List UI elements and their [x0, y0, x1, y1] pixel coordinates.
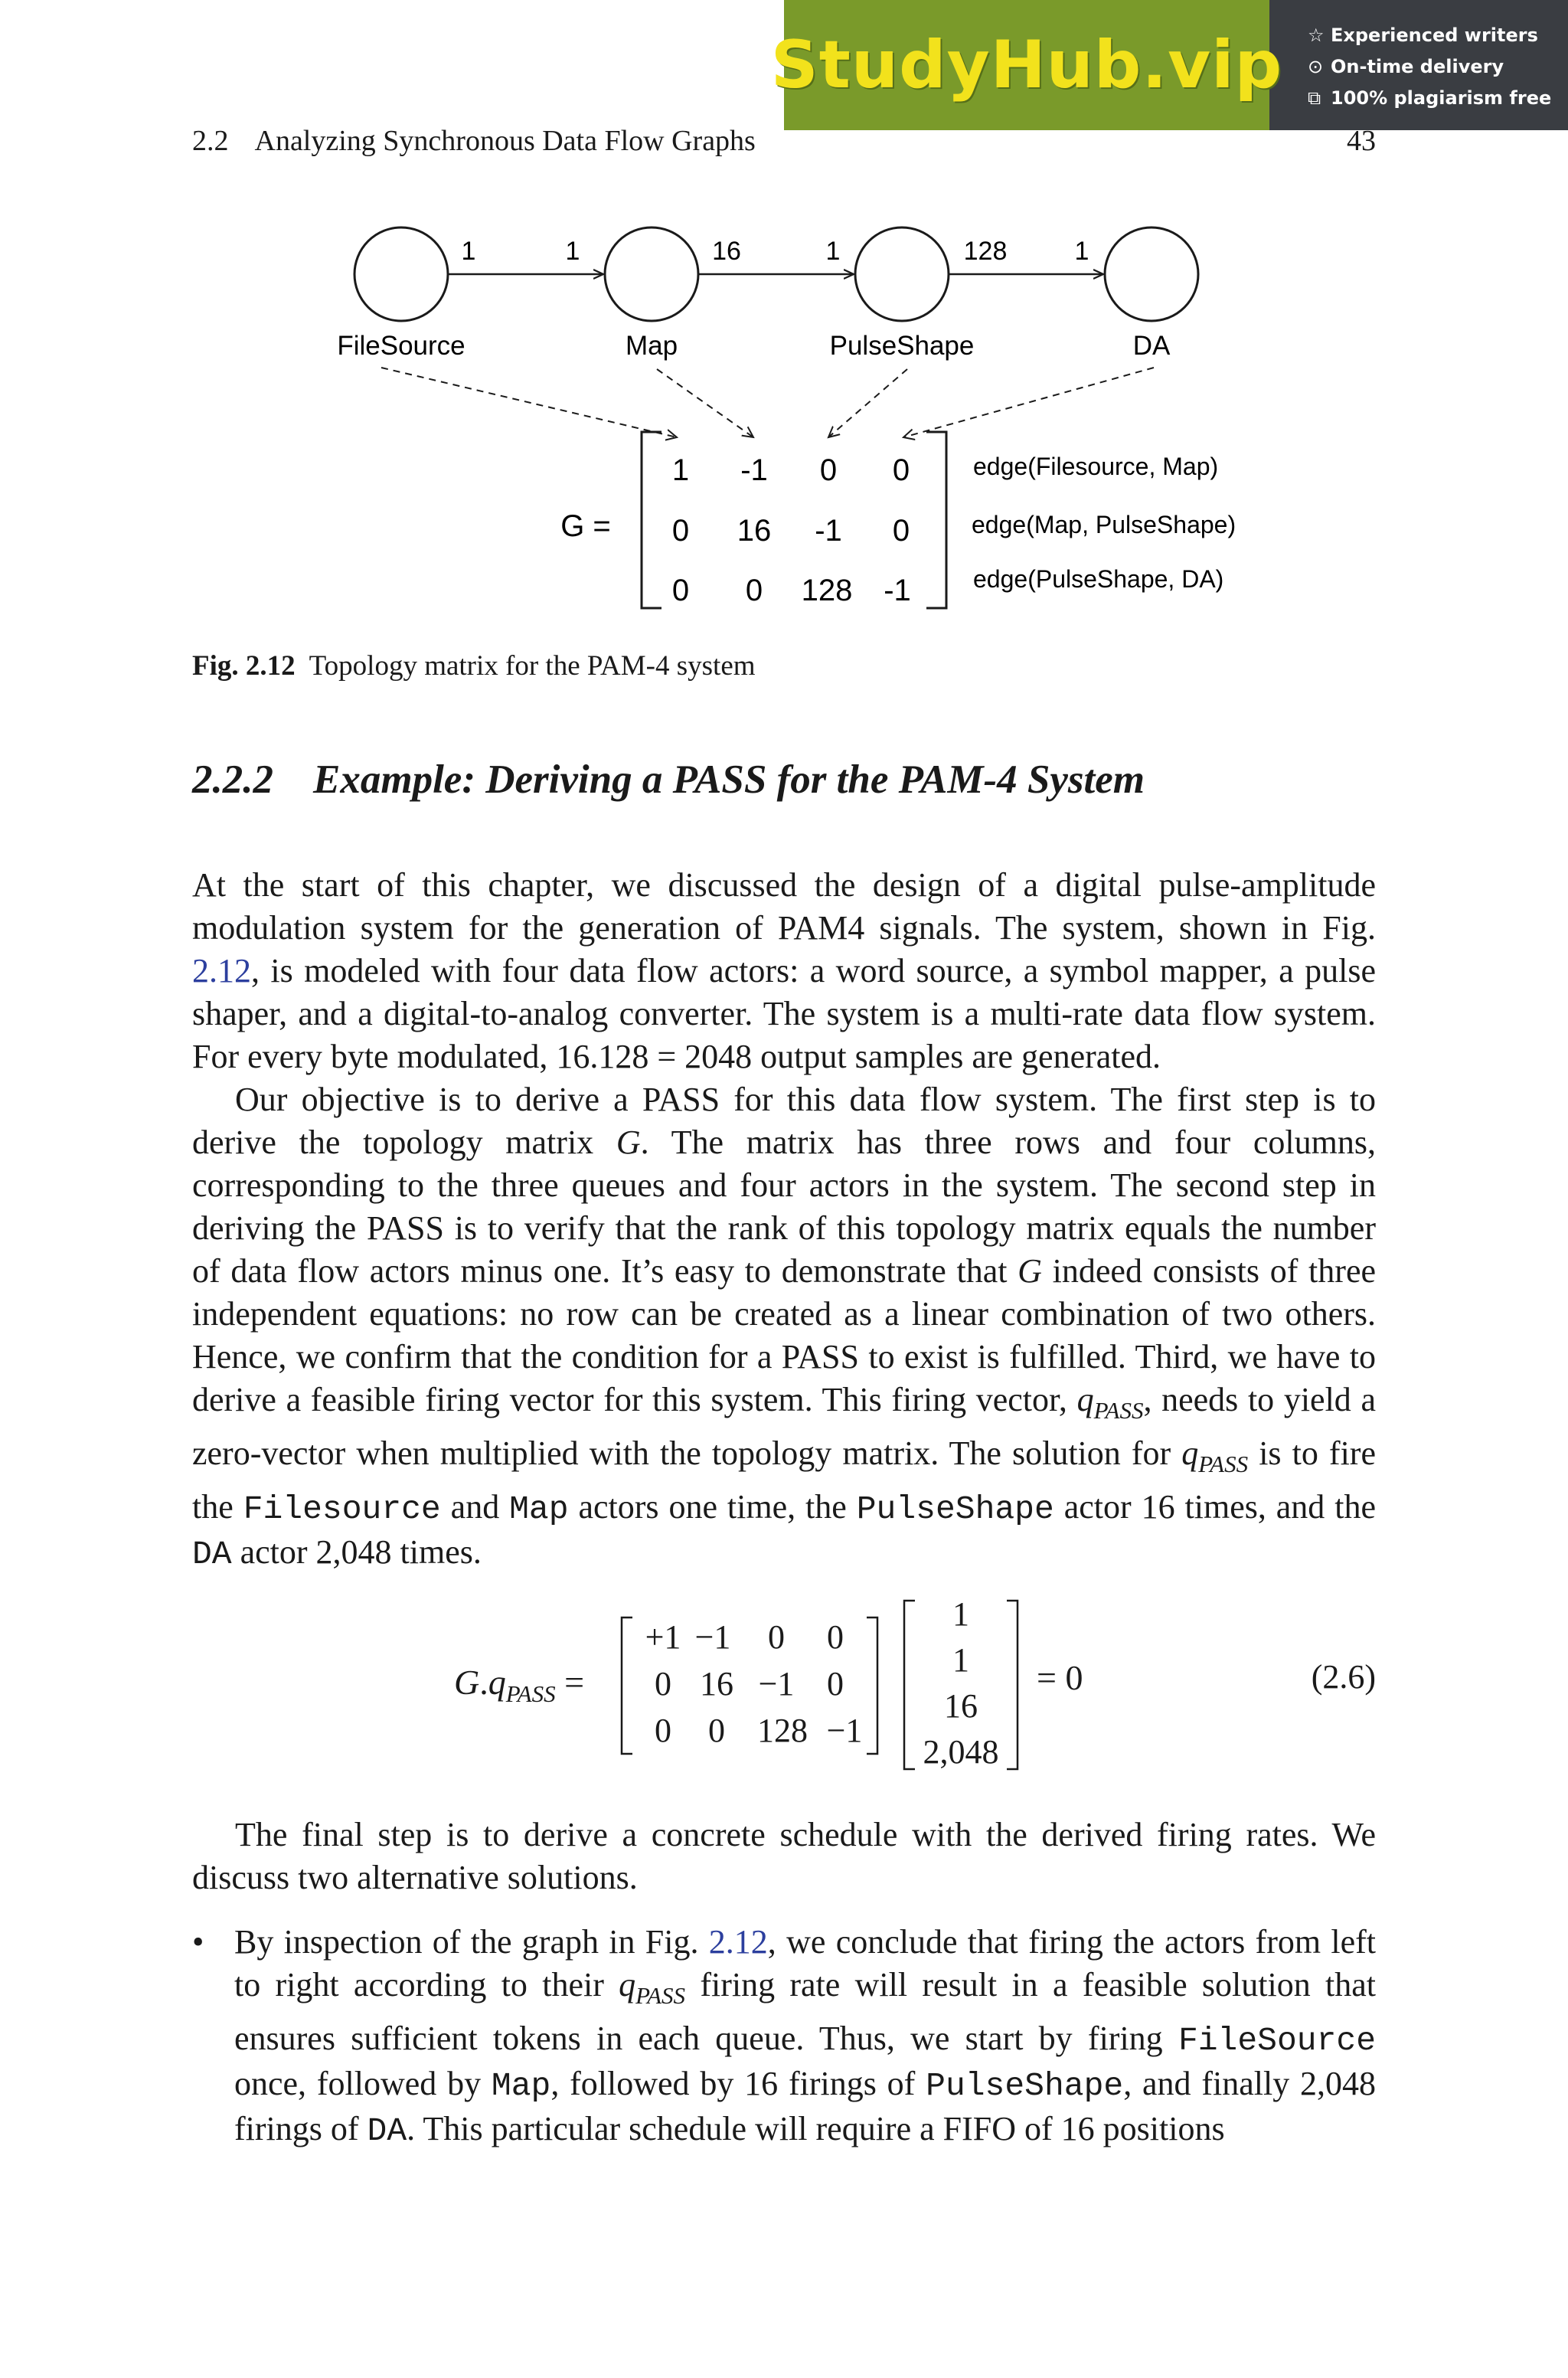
caption-text: Topology matrix for the PAM-4 system	[309, 650, 756, 682]
row-label: edge(Filesource, Map)	[973, 453, 1219, 480]
dashed-pointer	[828, 369, 907, 437]
clock-icon: ⊙	[1308, 56, 1324, 77]
actor-label-map: Map	[625, 331, 678, 361]
rate-label: 16	[712, 237, 741, 266]
matrix-bracket-left	[642, 432, 662, 608]
rate-label: 128	[963, 237, 1008, 266]
matrix-cell: -1	[740, 453, 768, 487]
bullet-marker: •	[192, 1923, 204, 1961]
body-text-block	[192, 1814, 1376, 1899]
section-number: 2.2.2	[192, 757, 273, 802]
eq-matrix-cell: 0	[708, 1712, 725, 1749]
equation-rhs: = 0	[1037, 1658, 1083, 1697]
figure-ref-link[interactable]: 2.12	[708, 1923, 768, 1961]
eq-matrix-cell: +1	[645, 1618, 681, 1656]
running-head-title: Analyzing Synchronous Data Flow Graphs	[254, 125, 756, 157]
actor-label-filesource: FileSource	[337, 331, 466, 361]
eq-matrix-cell: −1	[826, 1712, 863, 1749]
copy-icon: ⧉	[1308, 87, 1321, 109]
paragraph: The final step is to derive a concrete schedule with the derived firing rates. We discuss two alternative solutions.	[192, 1816, 1376, 1896]
matrix-bracket-right	[926, 432, 946, 608]
paragraph: At the start of this chapter, we discussed the design of a digital pulse-amplitude modulation system for the generation of PAM4 signals. The system, shown in Fig. 2.12, is modeled with four data flow actors: a word source, a symbol mapper, a pulse shaper, and a digital-to-analog converter. The system is a multi-rate data flow system. For every byte modulated, 16.128 = 2048 output samples are generated.	[192, 866, 1376, 1075]
section-heading	[192, 757, 1145, 803]
equation-lhs: $G.q_{PASS}$ =	[454, 1663, 585, 1707]
actor-label-pulseshape: PulseShape	[829, 331, 975, 361]
caption-label: Fig. 2.12	[192, 650, 296, 682]
paragraph: Our objective is to derive a PASS for this data flow system. The first step is to derive the topology matrix G. The matrix has three rows and four columns, corresponding to the three queues and four actors in the system. The second step in deriving the PASS is to verify that the rank of this topology matrix equals the number of data flow actors minus one. It’s easy to demonstrate that G indeed consists of three independent equations: no row can be created as a linear combination of two others. Hence, we confirm that the condition for a PASS to exist is fulfilled. Third, we have to derive a feasible firing vector for this system. This firing vector, $q_{PASS}$, needs to yield a zero-vector when multiplied with the topology matrix. The solution for $q_{PASS}$ is to fire the Filesource and Map actors one time, the PulseShape actor 16 times, and the DA actor 2,048 times.	[192, 1081, 1376, 1573]
eq-matrix-cell: 0	[768, 1618, 785, 1656]
matrix-cell: 0	[892, 453, 910, 487]
eq-matrix-cell: −1	[758, 1665, 795, 1703]
running-head	[192, 124, 756, 158]
rate-label: 1	[565, 237, 580, 266]
rate-label: 1	[1074, 237, 1089, 266]
matrix-cell: 128	[801, 574, 853, 607]
section-title: Example: Deriving a PASS for the PAM-4 System	[313, 757, 1145, 802]
eq-vector-cell: 2,048	[923, 1733, 999, 1771]
banner-feature: ☆ Experienced writers	[1308, 20, 1560, 51]
eq-matrix-cell: 0	[655, 1712, 671, 1749]
row-label: edge(Map, PulseShape)	[972, 511, 1236, 538]
banner-feature: ⊙ On-time delivery	[1308, 51, 1560, 83]
matrix-cell: 0	[671, 574, 690, 607]
bullet-text: By inspection of the graph in Fig. 2.12, we conclude that firing the actors from left to right according to their $q_{PASS}$ firing rate will result in a feasible solution that ensures sufficient tokens in each queue. Thus, we start by firing FileSource once, followed by Map, followed by 16 firings of PulseShape, and finally 2,048 firings of DA. This particular schedule will require a FIFO of 16 positions	[234, 1923, 1377, 2150]
brand-logo[interactable]	[770, 0, 1283, 130]
eq-vector-cell: 16	[944, 1687, 978, 1725]
figure-caption	[192, 649, 756, 682]
matrix-cell: -1	[884, 574, 911, 607]
eq-vector-cell: 1	[952, 1595, 969, 1633]
eq-vector-cell: 1	[952, 1641, 969, 1679]
eq-matrix-cell: 0	[827, 1665, 844, 1703]
dashed-pointer	[903, 368, 1154, 437]
rate-label: 1	[825, 237, 841, 266]
star-icon: ☆	[1308, 25, 1325, 46]
dashed-pointer	[657, 369, 753, 437]
eq-matrix-cell: −1	[694, 1618, 731, 1656]
matrix-cell: -1	[815, 514, 842, 548]
matrix-cell: 0	[671, 514, 690, 548]
actor-node-pulseshape	[855, 227, 949, 321]
actor-node-da	[1105, 227, 1198, 321]
equation-number: (2.6)	[1311, 1658, 1376, 1696]
matrix-label: G =	[560, 509, 611, 543]
figure-ref-link[interactable]: 2.12	[192, 952, 251, 989]
eq-matrix-cell: 0	[827, 1618, 844, 1656]
eq-matrix-cell: 0	[655, 1665, 671, 1703]
actor-label-da: DA	[1132, 331, 1171, 361]
page-number: 43	[1347, 125, 1376, 157]
matrix-cell: 1	[671, 453, 690, 487]
eq-matrix-cell: 128	[757, 1712, 808, 1749]
banner-feature: ⧉ 100% plagiarism free	[1308, 83, 1560, 114]
brand-name: StudyHub.vip	[770, 27, 1283, 103]
rate-label: 1	[461, 237, 476, 266]
matrix-cell: 0	[892, 514, 910, 548]
running-head-section: 2.2	[192, 125, 229, 157]
row-label: edge(PulseShape, DA)	[973, 565, 1224, 593]
matrix-cell: 0	[819, 453, 838, 487]
dashed-pointer	[381, 368, 677, 437]
equation-2-6	[0, 1585, 1568, 1784]
actor-node-map	[605, 227, 698, 321]
body-text-block	[192, 864, 1376, 1576]
actor-node-filesource	[354, 227, 448, 321]
matrix-cell: 16	[737, 514, 772, 548]
ad-banner[interactable]	[770, 0, 1568, 130]
eq-matrix-cell: 16	[700, 1665, 733, 1703]
banner-feature-list	[1308, 20, 1560, 114]
matrix-cell: 0	[745, 574, 763, 607]
